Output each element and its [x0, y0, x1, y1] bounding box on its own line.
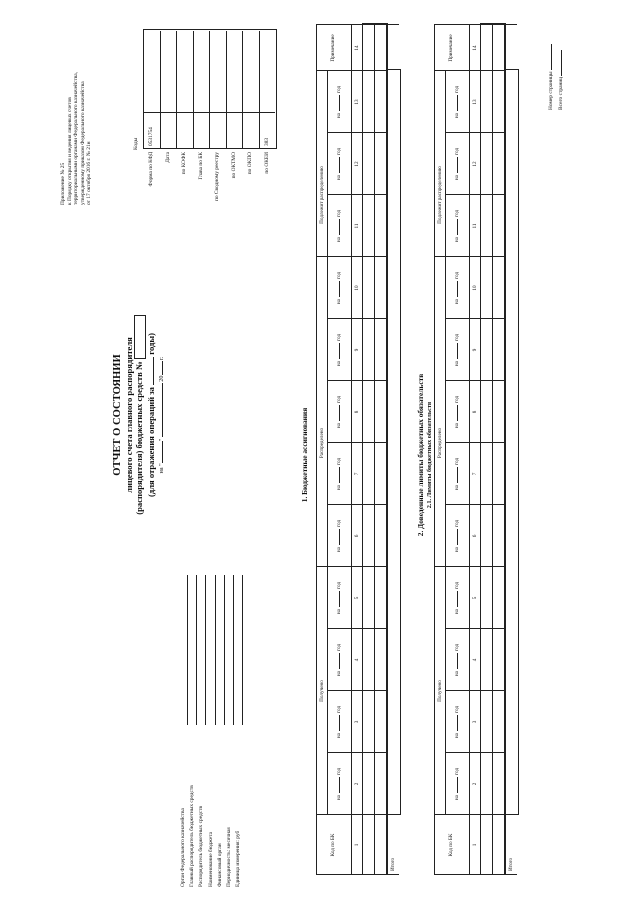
- column-number: 4: [354, 658, 360, 662]
- column-number: 12: [472, 161, 478, 167]
- column-number: 10: [354, 285, 360, 291]
- year-column-header: нагод: [336, 519, 342, 553]
- header-field-line[interactable]: [187, 575, 188, 725]
- column-number: 14: [472, 45, 478, 51]
- codes-box: [143, 29, 277, 149]
- code-value[interactable]: 0531754: [148, 127, 154, 146]
- column-number: 11: [354, 223, 360, 229]
- header-field-label: Финансовый орган: [216, 843, 223, 887]
- column-number: 13: [472, 99, 478, 105]
- column-number: 3: [472, 720, 478, 724]
- title-line-2: лицевого счета главного распорядителя: [124, 337, 134, 493]
- column-number: 5: [472, 596, 478, 600]
- appendix-line: территориальными органами Федерального казначейства,: [73, 71, 80, 205]
- header-field-label: Периодичность: месячная: [226, 827, 232, 887]
- appendix-line: от 17 октября 2016 г. № 21н: [86, 141, 93, 205]
- code-row-divider: [193, 31, 194, 149]
- code-label: по ОКЕИ: [263, 152, 270, 174]
- code-label: по КОФК: [181, 152, 187, 175]
- code-row-divider: [176, 31, 177, 149]
- column-number: 2: [472, 782, 478, 786]
- column-number: 7: [472, 472, 478, 476]
- year-column-header: нагод: [336, 767, 342, 801]
- code-row-divider: [242, 31, 243, 149]
- header-field-line[interactable]: [205, 575, 206, 725]
- header-field-line[interactable]: [196, 575, 197, 725]
- total-label: Итого: [390, 857, 396, 871]
- appendix-block: [60, 72, 93, 205]
- column-number: 13: [354, 99, 360, 105]
- account-number-box[interactable]: [134, 315, 146, 359]
- column-number: 11: [472, 223, 478, 229]
- data-rows-frame: [362, 23, 388, 875]
- total-pages-label: Всего страниц: [558, 50, 565, 110]
- appendix-line: утвержденному приказом Федерального казначейства: [79, 81, 86, 205]
- group-received-header: Получено: [319, 680, 325, 702]
- col-code-header: Код по БК: [330, 833, 336, 857]
- column-number: 10: [472, 285, 478, 291]
- code-label: Дата: [164, 152, 171, 163]
- year-column-header: нагод: [336, 271, 342, 305]
- column-number: 9: [354, 348, 360, 352]
- group-pending-header: Подлежит распределению: [437, 166, 443, 224]
- column-number: 7: [354, 472, 360, 476]
- header-field-label: Распорядитель бюджетных средств: [198, 805, 205, 887]
- year-column-header: нагод: [336, 457, 342, 491]
- column-number: 5: [354, 596, 360, 600]
- code-row-divider: [160, 31, 161, 149]
- column-number: 6: [472, 534, 478, 538]
- data-rows-frame: [480, 23, 506, 875]
- header-field-line[interactable]: [242, 575, 243, 725]
- title-block: [112, 285, 165, 545]
- column-number: 4: [472, 658, 478, 662]
- year-column-header: нагод: [454, 271, 460, 305]
- year-column-header: нагод: [454, 147, 460, 181]
- year-column-header: нагод: [454, 333, 460, 367]
- year-column-header: нагод: [454, 643, 460, 677]
- col-note-header: Примечание: [448, 34, 454, 62]
- table-row-divider: [445, 71, 446, 815]
- appendix-line: к Порядку открытия и ведения лицевых счетов: [66, 97, 73, 205]
- year-column-header: нагод: [454, 209, 460, 243]
- header-field-line[interactable]: [215, 575, 216, 725]
- column-number: 2: [354, 782, 360, 786]
- group-distributed-header: Распределено: [437, 427, 443, 459]
- column-number: 1: [354, 843, 360, 847]
- year-column-header: нагод: [336, 333, 342, 367]
- code-row-divider: [226, 31, 227, 149]
- code-label: Глава по БК: [197, 152, 204, 180]
- year-column-header: нагод: [454, 457, 460, 491]
- header-field-line[interactable]: [224, 575, 225, 725]
- table-row-divider: [327, 71, 328, 815]
- codes-header: Коды: [133, 137, 139, 150]
- code-label: по ОКТМО: [230, 152, 237, 179]
- code-row-divider: [259, 31, 260, 149]
- year-column-header: нагод: [336, 705, 342, 739]
- header-field-label: Орган Федерального казначейства: [180, 808, 186, 887]
- table-top-border: [434, 25, 435, 875]
- title-line-3: (распорядителя) бюджетных средств №: [134, 285, 146, 545]
- table-top-border: [316, 25, 317, 875]
- header-field-label: Главный распорядитель бюджетных средств: [189, 785, 196, 887]
- year-column-header: нагод: [336, 85, 342, 119]
- year-column-header: нагод: [454, 85, 460, 119]
- table-row-divider: [351, 25, 352, 875]
- section-1-title: 1. Бюджетные ассигнования: [300, 407, 309, 503]
- table-row-divider: [469, 25, 470, 875]
- year-column-header: нагод: [336, 643, 342, 677]
- year-column-header: нагод: [454, 767, 460, 801]
- header-field-line[interactable]: [233, 575, 234, 725]
- col-code-header: Код по БК: [448, 833, 454, 857]
- year-column-header: нагод: [336, 395, 342, 429]
- section-2-subtitle: 2.1. Лимиты бюджетных обязательств: [426, 401, 433, 509]
- total-values-box[interactable]: [386, 69, 401, 815]
- group-distributed-header: Распределено: [319, 427, 325, 459]
- section-2-title: 2. Доведенные лимиты бюджетных обязательств: [416, 373, 425, 537]
- header-field-label: Единица измерения: руб: [235, 830, 242, 887]
- year-column-header: нагод: [454, 705, 460, 739]
- group-received-header: Получено: [437, 680, 443, 702]
- title-line-4: (для отражения операций за годы): [146, 333, 157, 497]
- column-number: 9: [472, 348, 478, 352]
- code-label: Форма по КФД: [148, 152, 154, 187]
- year-column-header: нагод: [336, 147, 342, 181]
- column-number: 1: [472, 843, 478, 847]
- code-label: по Сводному реестру: [214, 152, 220, 201]
- year-column-header: нагод: [336, 581, 342, 615]
- year-column-header: нагод: [454, 395, 460, 429]
- year-column-header: нагод: [454, 581, 460, 615]
- page-number-label: Номер страницы: [548, 44, 555, 110]
- total-label: Итого: [508, 857, 514, 871]
- column-number: 8: [472, 410, 478, 414]
- code-row-divider: [209, 31, 210, 149]
- column-number: 14: [354, 45, 360, 51]
- code-label: по ОКПО: [247, 152, 253, 175]
- report-date: на "" 20 г.: [158, 356, 166, 474]
- year-column-header: нагод: [454, 519, 460, 553]
- title-line-1: ОТЧЕТ О СОСТОЯНИИ: [112, 354, 123, 476]
- column-number: 3: [354, 720, 360, 724]
- column-number: 8: [354, 410, 360, 414]
- column-number: 6: [354, 534, 360, 538]
- total-values-box[interactable]: [504, 69, 519, 815]
- col-note-header: Примечание: [330, 34, 336, 62]
- code-value[interactable]: 383: [263, 137, 270, 146]
- column-number: 12: [354, 161, 360, 167]
- group-pending-header: Подлежит распределению: [319, 166, 325, 224]
- year-column-header: нагод: [336, 209, 342, 243]
- appendix-line: Приложение № 25: [60, 162, 66, 205]
- header-field-label: Наименование бюджета: [207, 831, 214, 887]
